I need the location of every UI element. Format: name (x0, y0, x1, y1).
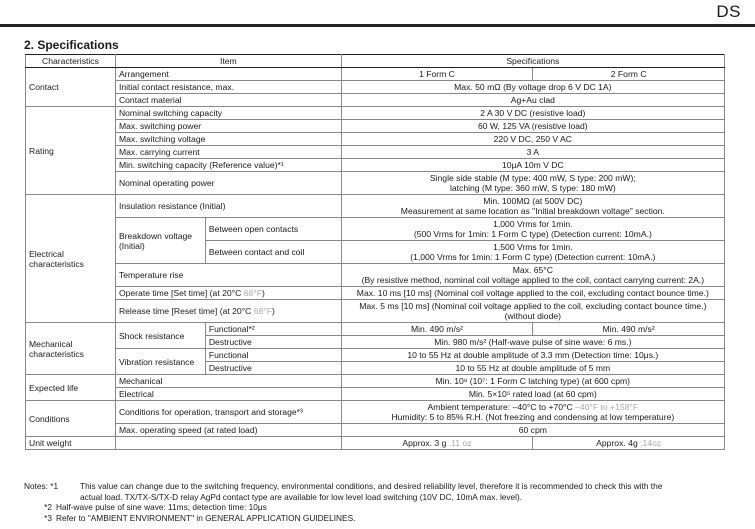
table-row (26, 146, 725, 159)
table-row (26, 159, 725, 172)
item-text: Operate time [Set time] (at 20°C (118, 288, 242, 298)
item-arrangement: Arrangement (115, 68, 341, 81)
sub-shock-functional: Functional*² (205, 323, 341, 336)
value-weight-2 (533, 437, 725, 450)
note-key: *2 (44, 502, 52, 512)
value-shock-destructive: Min. 980 m/s² (Half-wave pulse of sine wave: 6 ms.) (341, 336, 724, 349)
value-rating: 60 W, 125 VA (resistive load) (341, 120, 724, 133)
table-row (26, 375, 725, 388)
specifications-table (25, 54, 725, 450)
item-line: (Initial) (118, 240, 145, 251)
item-shock-resistance: Shock resistance (115, 323, 205, 349)
item-life-electrical: Electrical (115, 388, 341, 401)
item-rating: Max. switching power (115, 120, 341, 133)
table-row (26, 388, 725, 401)
group-unit-weight: Unit weight (26, 437, 116, 450)
item-imperial: 68°F (243, 288, 262, 298)
value-contact-coil (341, 241, 724, 264)
item-operating-speed: Max. operating speed (at rated load) (115, 424, 341, 437)
group-mechanical (26, 323, 116, 375)
sub-vibration-destructive: Destructive (205, 362, 341, 375)
table-row (26, 424, 725, 437)
note-line: actual load. TX/TX-S/TX-D relay AgPd contact type are available for low level load switching (10V DC, 10mA max. level). (80, 491, 523, 502)
table-row (26, 287, 725, 300)
group-label-line: Electrical (29, 248, 64, 259)
value-line: 1,000 Vrms for 1min. (493, 219, 573, 229)
header-rule (0, 24, 755, 27)
item-contact-material: Contact material (115, 94, 341, 107)
value-shock-functional-1: Min. 490 m/s² (341, 323, 533, 336)
value-vibration-destructive: 10 to 55 Hz at double amplitude of 5 mm (341, 362, 724, 375)
value-operating-power (341, 172, 724, 195)
value-line: 1,500 Vrms for 1min. (493, 242, 573, 252)
document-code: DS (716, 2, 741, 21)
value-1-form-c: 1 Form C (341, 68, 533, 81)
value-life-electrical: Min. 5×10⁵ rated load (at 60 cpm) (341, 388, 724, 401)
item-operate-time (115, 287, 341, 300)
group-label-line: characteristics (29, 258, 84, 269)
value-vibration-functional: 10 to 55 Hz at double amplitude of 3.3 mm (Detection time: 10μs.) (341, 349, 724, 362)
table-row (26, 107, 725, 120)
weight-metric: Approx. 3 g (402, 438, 447, 448)
weight-imperial: .11 oz (448, 438, 472, 448)
item-temperature-rise: Temperature rise (115, 264, 341, 287)
value-rating: 220 V DC, 250 V AC (341, 133, 724, 146)
group-label-line: Mechanical (29, 338, 73, 349)
table-row (26, 300, 725, 323)
value-shock-functional-2: Min. 490 m/s² (533, 323, 725, 336)
table-header-row (26, 55, 725, 68)
value-2-form-c: 2 Form C (533, 68, 725, 81)
table-row (26, 68, 725, 81)
value-line: latching (M type: 360 mW, S type: 180 mW) (449, 183, 616, 193)
note-line: This value can change due to the switching frequency, environmental conditions, and desired reliability level, therefore it is recommended to check this with the (80, 481, 663, 491)
item-unit-weight (115, 437, 341, 450)
item-text-end: ) (271, 306, 275, 316)
item-rating: Min. switching capacity (Reference value)*¹ (115, 159, 341, 172)
value-line: Min. 100MΩ (at 500V DC) (483, 196, 583, 206)
note-key: *3 (44, 512, 52, 523)
value-line: (500 Vrms for 1min: 1 Form C type) (Detection current: 10mA.) (413, 229, 652, 239)
item-vibration-resistance: Vibration resistance (115, 349, 205, 375)
table-row (26, 133, 725, 146)
section-title: 2. Specifications (24, 38, 119, 52)
table-row (26, 195, 725, 218)
header-characteristics: Characteristics (26, 55, 116, 68)
value-rating: 10μA 10m V DC (341, 159, 724, 172)
item-line: Breakdown voltage (118, 230, 193, 241)
note-prefix: Notes: *1 (24, 481, 59, 491)
notes (24, 481, 729, 523)
sub-shock-destructive: Destructive (205, 336, 341, 349)
sub-vibration-functional: Functional (205, 349, 341, 362)
value-contact-material: Ag+Au clad (341, 94, 724, 107)
note-1 (24, 481, 729, 502)
value-operating-speed: 60 cpm (341, 424, 724, 437)
group-conditions: Conditions (26, 401, 116, 437)
table-row (26, 323, 725, 336)
value-weight-1 (341, 437, 533, 450)
item-rating: Max. carrying current (115, 146, 341, 159)
value-operating-conditions (341, 401, 724, 424)
item-rating: Nominal switching capacity (115, 107, 341, 120)
ambient-temperature-imperial: –40°F to +158°F (575, 402, 639, 412)
value-line: (without diode) (504, 311, 562, 321)
header-specifications: Specifications (341, 55, 724, 68)
item-operating-power: Nominal operating power (115, 172, 341, 195)
note-3 (24, 513, 729, 524)
group-rating: Rating (26, 107, 116, 195)
sub-open-contacts: Between open contacts (205, 218, 341, 241)
weight-metric: Approx. 4g (596, 438, 638, 448)
table-row (26, 81, 725, 94)
value-line: Max. 65°C (512, 265, 553, 275)
item-operating-conditions: Conditions for operation, transport and storage*³ (115, 401, 341, 424)
item-text-end: ) (261, 288, 265, 298)
group-expected-life: Expected life (26, 375, 116, 401)
value-line: Humidity: 5 to 85% R.H. (Not freezing and condensing at low temperature) (391, 412, 675, 422)
sub-contact-coil: Between contact and coil (205, 241, 341, 264)
note-text (80, 481, 729, 502)
value-life-mechanical: Min. 10⁸ (10⁷: 1 Form C latching type) (at 600 cpm) (341, 375, 724, 388)
table-row (26, 264, 725, 287)
value-line: (By resistive method, nominal coil voltage applied to the coil, contact carrying current: 2A.) (361, 275, 705, 285)
value-line (345, 402, 721, 412)
group-contact: Contact (26, 68, 116, 107)
value-line: Single side stable (M type: 400 mW, S type: 200 mW); (429, 173, 636, 183)
item-text: Release time [Reset time] (at 20°C (118, 306, 252, 316)
group-label-line: characteristics (29, 348, 84, 359)
note-text: Half-wave pulse of sine wave: 11ms; detection time: 10μs (56, 502, 267, 512)
table-row (26, 172, 725, 195)
weight-imperial: .14oz (640, 438, 662, 448)
table-row (26, 218, 725, 241)
table-row (26, 401, 725, 424)
value-open-contacts (341, 218, 724, 241)
value-insulation (341, 195, 724, 218)
table-row (26, 94, 725, 107)
value-temperature-rise (341, 264, 724, 287)
item-imperial: 68°F (253, 306, 272, 316)
value-operate-time: Max. 10 ms [10 ms] (Nominal coil voltage applied to the coil, excluding contact bounce time.) (341, 287, 724, 300)
table-row (26, 120, 725, 133)
item-rating: Max. switching voltage (115, 133, 341, 146)
note-text: Refer to "AMBIENT ENVIRONMENT" in GENERAL APPLICATION GUIDELINES. (56, 512, 356, 523)
value-rating: 3 A (341, 146, 724, 159)
item-release-time (115, 300, 341, 323)
item-insulation: Insulation resistance (Initial) (115, 195, 341, 218)
table-row (26, 437, 725, 450)
item-life-mechanical: Mechanical (115, 375, 341, 388)
value-release-time (341, 300, 724, 323)
value-line: (1,000 Vrms for 1min: 1 Form C type) (Detection current: 10mA.) (410, 252, 656, 262)
header-item: Item (115, 55, 341, 68)
value-line: Max. 5 ms [10 ms] (Nominal coil voltage applied to the coil, excluding contact bounce time.) (359, 301, 707, 311)
value-line: Measurement at same location as "Initial breakdown voltage" section. (400, 206, 665, 216)
value-contact-resistance: Max. 50 mΩ (By voltage drop 6 V DC 1A) (341, 81, 724, 94)
group-electrical (26, 195, 116, 323)
item-contact-resistance: Initial contact resistance, max. (115, 81, 341, 94)
item-breakdown-voltage (115, 218, 205, 264)
note-2 (24, 502, 729, 513)
value-rating: 2 A 30 V DC (resistive load) (341, 107, 724, 120)
table-row (26, 349, 725, 362)
ambient-temperature: Ambient temperature: –40°C to +70°C (427, 402, 573, 412)
